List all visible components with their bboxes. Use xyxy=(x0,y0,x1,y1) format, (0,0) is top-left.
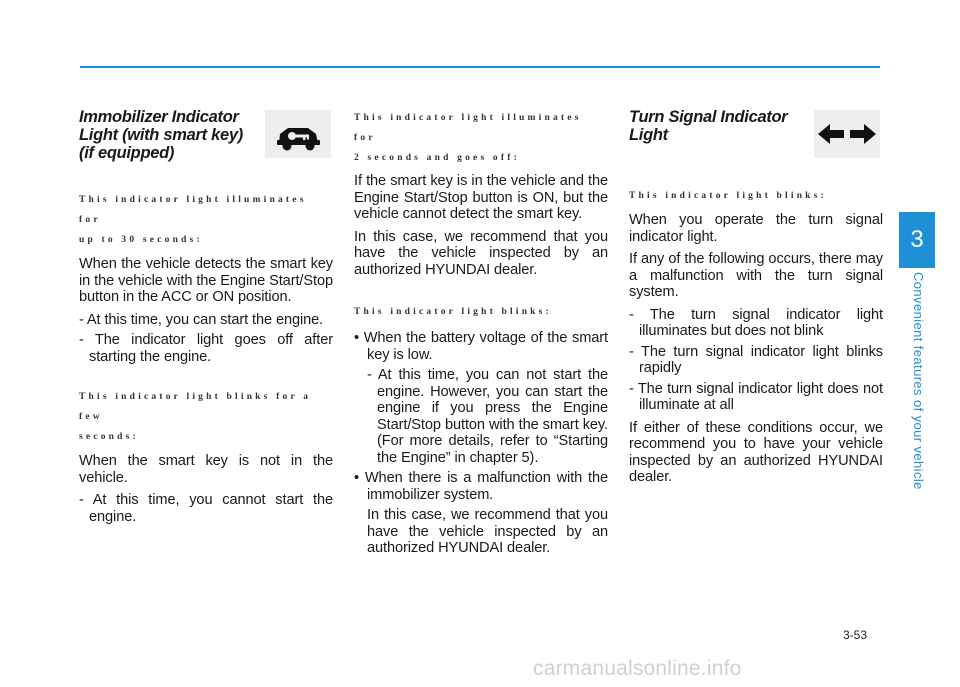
subheading: 2 seconds and goes off: xyxy=(354,153,520,163)
chapter-label xyxy=(897,272,937,502)
subheading: This indicator light illuminates for xyxy=(79,195,307,225)
heading-line: Light xyxy=(629,126,668,144)
top-rule xyxy=(80,66,880,68)
dash-item: - At this time, you cannot start the engine. xyxy=(79,492,333,525)
body-text: When the smart key is not in the vehicle. xyxy=(79,453,333,486)
turn-signal-arrows-icon xyxy=(814,110,880,158)
dash-item: - The turn signal indicator light illuminates but does not blink xyxy=(629,306,883,339)
chapter-label-text: Convenient features of your vehicle xyxy=(911,272,926,490)
subheading: up to 30 seconds: xyxy=(79,235,203,245)
body-text: If either of these conditions occur, we recommend you to have your vehicle inspected by an authorized HYUNDAI dealer. xyxy=(629,419,883,485)
body-text: In this case, we recommend that you have the vehicle inspected by an authorized HYUNDAI dealer. xyxy=(367,507,608,556)
subheading: This indicator light blinks for a few xyxy=(79,392,312,422)
column-immobilizer-continued xyxy=(354,108,608,557)
subheading: This indicator light blinks: xyxy=(629,191,827,201)
heading-line: (if equipped) xyxy=(79,144,175,162)
body-text: When you operate the turn signal indicator light. xyxy=(629,212,883,245)
body-text: If the smart key is in the vehicle and the Engine Start/Stop button is ON, but the vehicle cannot detect the smart key. xyxy=(354,173,608,222)
heading-line: Turn Signal Indicator xyxy=(629,108,788,126)
subheading: This indicator light illuminates for xyxy=(354,113,582,143)
dash-item: - The indicator light goes off after starting the engine. xyxy=(79,332,333,365)
subheading: This indicator light blinks: xyxy=(354,307,552,317)
bullet-item: • When there is a malfunction with the immobilizer system. xyxy=(354,470,608,503)
chapter-tab: 3 xyxy=(899,212,935,268)
dash-item: - At this time, you can start the engine. xyxy=(79,311,324,328)
body-text: When the vehicle detects the smart key in the vehicle with the Engine Start/Stop button in the ACC or ON position. xyxy=(79,256,333,305)
body-text: In this case, we recommend that you have the vehicle inspected by an authorized HYUNDAI dealer. xyxy=(354,228,608,278)
column-immobilizer xyxy=(79,108,333,525)
heading-line: Light (with smart key) xyxy=(79,126,243,144)
immobilizer-key-car-icon xyxy=(265,110,331,158)
watermark: carmanualsonline.info xyxy=(533,657,742,680)
page-number: 3-53 xyxy=(843,628,868,642)
bullet-item: • When the battery voltage of the smart key is low. xyxy=(354,330,608,363)
subheading: seconds: xyxy=(79,432,139,442)
dash-item: - The turn signal indicator light blinks rapidly xyxy=(629,343,883,376)
body-text: If any of the following occurs, there may a malfunction with the turn signal system. xyxy=(629,251,883,300)
column-turn-signal xyxy=(629,108,883,486)
heading-line: Immobilizer Indicator xyxy=(79,108,239,126)
dash-item: - At this time, you can not start the engine. However, you can start the engine if you press the Engine Start/Stop button with the smart key. (For more details, refer to “Starting the Engine” in chapter 5). xyxy=(367,367,608,466)
dash-item: - The turn signal indicator light does not illuminate at all xyxy=(629,380,883,413)
